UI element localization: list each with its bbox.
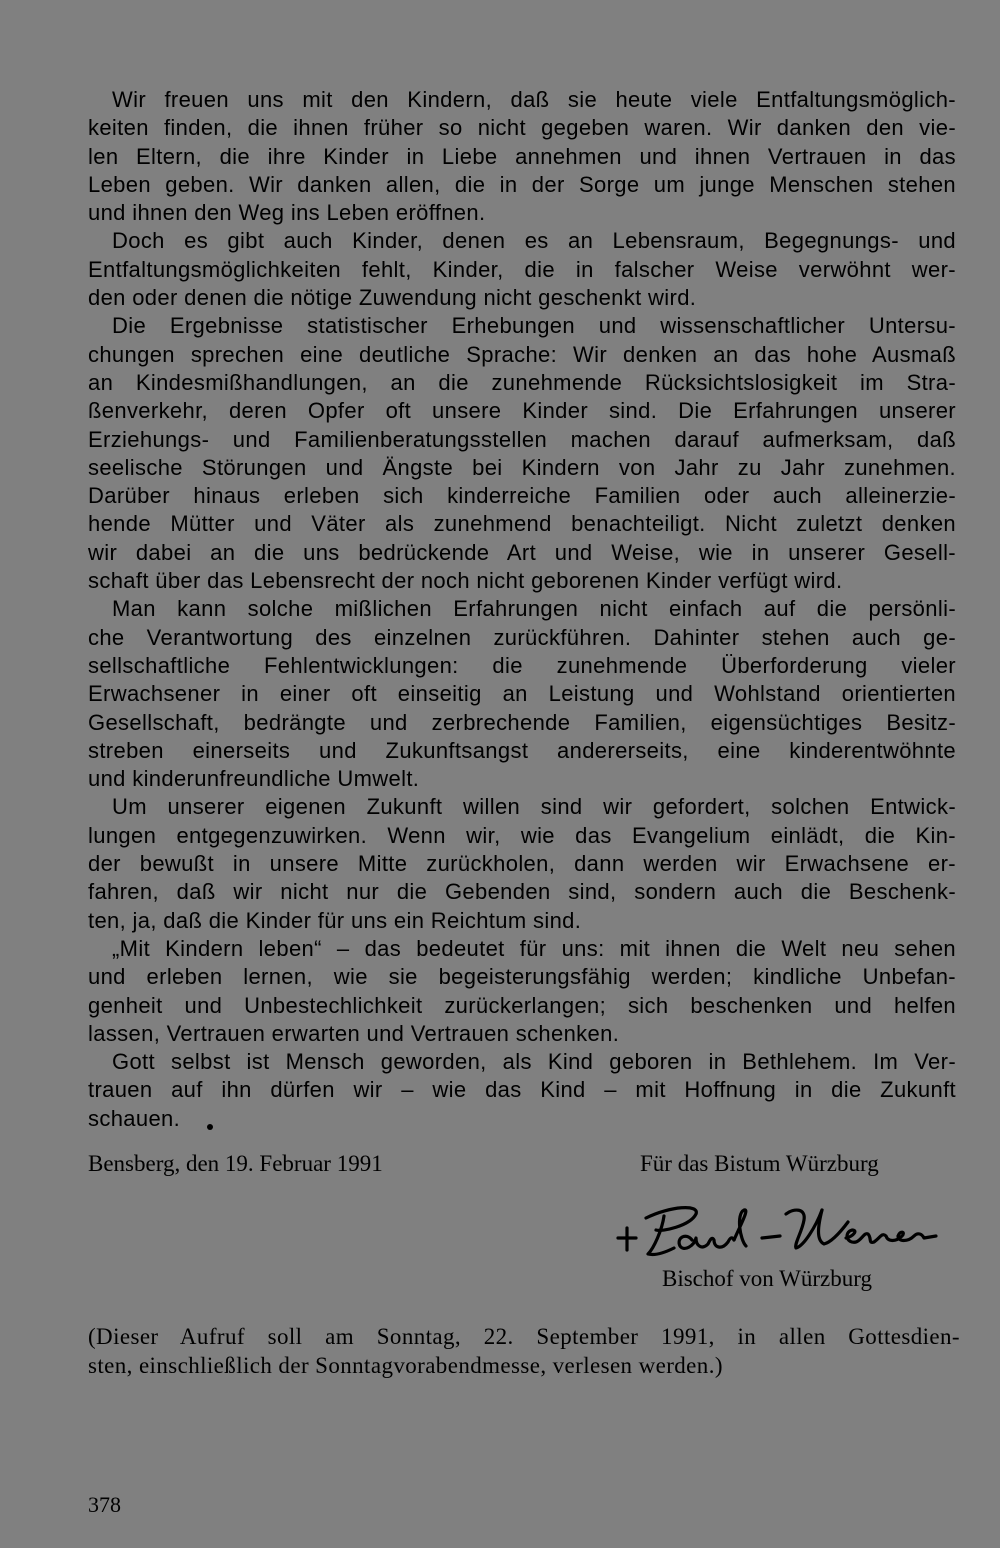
text-line: fahren, daß wir nicht nur die Gebenden sind, sondern auch die Beschenk- [88,879,956,905]
text-line: Gesellschaft, bedrängte und zerbrechende Familien, eigensüchtiges Besitz- [88,709,956,735]
note-line: (Dieser Aufruf soll am Sonntag, 22. September 1991, in allen Gottesdien- [88,1324,960,1349]
text-line: ten, ja, daß die Kinder für uns ein Reichtum sind. [88,907,582,933]
text-line: genheit und Unbestechlichkeit zurückerlangen; sich beschenken und helfen [88,992,956,1018]
text-line: Man kann solche mißlichen Erfahrungen nicht einfach auf die persönli- [112,596,956,622]
text-line: und erleben lernen, wie sie begeisterungsfähig werden; kindliche Unbefan- [88,964,956,990]
text-line: Die Ergebnisse statistischer Erhebungen und wissenschaftlicher Untersu- [112,313,956,339]
text-line: an Kindesmißhandlungen, an die zunehmende Rücksichtslosigkeit im Stra- [88,369,956,395]
signer-title: Bischof von Würzburg [662,1266,872,1291]
text-line: und ihnen den Weg ins Leben eröffnen. [88,200,486,226]
text-line: Erziehungs- und Familienberatungsstellen machen darauf aufmerksam, daß [88,426,956,452]
note-line: sten, einschließlich der Sonntagvorabendmesse, verlesen werden.) [88,1353,723,1378]
reading-note [88,1322,960,1380]
text-line: Um unserer eigenen Zukunft willen sind wir gefordert, solchen Entwick- [112,794,956,820]
text-line: „Mit Kindern leben“ – das bedeutet für uns: mit ihnen die Welt neu sehen [112,935,956,961]
text-line: Gott selbst ist Mensch geworden, als Kind geboren in Bethlehem. Im Ver- [112,1049,956,1075]
text-line: che Verantwortung des einzelnen zurückführen. Dahinter stehen auch ge- [88,624,956,650]
text-line: chungen sprechen eine deutliche Sprache: Wir denken an das hohe Ausmaß [88,341,956,367]
text-line: und kinderunfreundliche Umwelt. [88,766,420,792]
text-line: ßenverkehr, deren Opfer oft unsere Kinder sind. Die Erfahrungen unserer [88,398,956,424]
text-line: Entfaltungsmöglichkeiten fehlt, Kinder, die in falscher Weise verwöhnt wer- [88,256,956,282]
text-line: seelische Störungen und Ängste bei Kindern von Jahr zu Jahr zunehmen. [88,454,956,480]
text-line: lassen, Vertrauen erwarten und Vertrauen schenken. [88,1020,620,1046]
text-line: trauen auf ihn dürfen wir – wie das Kind – mit Hoffnung in die Zukunft [88,1077,956,1103]
text-line: Erwachsener in einer oft einseitig an Leistung und Wohlstand orientierten [88,681,956,707]
text-line: den oder denen die nötige Zuwendung nicht geschenkt wird. [88,285,697,311]
text-line: der bewußt in unsere Mitte zurückholen, dann werden wir Erwachsene er- [88,851,956,877]
text-line: wir dabei an die uns bedrückende Art und Weise, wie in unserer Gesell- [88,539,956,565]
body-text [88,86,956,1133]
text-line: schaft über das Lebensrecht der noch nicht geborenen Kinder verfügt wird. [88,568,843,594]
text-line: Leben geben. Wir danken allen, die in der Sorge um junge Menschen stehen [88,171,956,197]
for-diocese-line: Für das Bistum Würzburg [640,1151,879,1176]
ink-dot [207,1124,213,1130]
text-line: Wir freuen uns mit den Kindern, daß sie heute viele Entfaltungsmöglich- [112,87,956,112]
text-line: lungen entgegenzuwirken. Wenn wir, wie das Evangelium einlädt, die Kin- [88,822,956,848]
text-line: Darüber hinaus erleben sich kinderreiche Familien oder auch alleinerzie- [88,483,956,509]
text-line: schauen. [88,1105,181,1131]
text-line: keiten finden, die ihnen früher so nicht gegeben waren. Wir danken den vie- [88,115,956,141]
text-line: len Eltern, die ihre Kinder in Liebe annehmen und ihnen Vertrauen in das [88,143,956,169]
handwritten-signature [610,1196,950,1266]
page-number: 378 [88,1492,121,1517]
text-line: hende Mütter und Väter als zunehmend benachteiligt. Nicht zuletzt denken [88,511,956,537]
text-line: sellschaftliche Fehlentwicklungen: die zunehmende Überforderung vieler [88,652,956,678]
text-line: streben einerseits und Zukunftsangst andererseits, eine kinderentwöhnte [88,737,956,763]
place-date: Bensberg, den 19. Februar 1991 [88,1151,383,1176]
text-line: Doch es gibt auch Kinder, denen es an Lebensraum, Begegnungs- und [112,228,956,254]
